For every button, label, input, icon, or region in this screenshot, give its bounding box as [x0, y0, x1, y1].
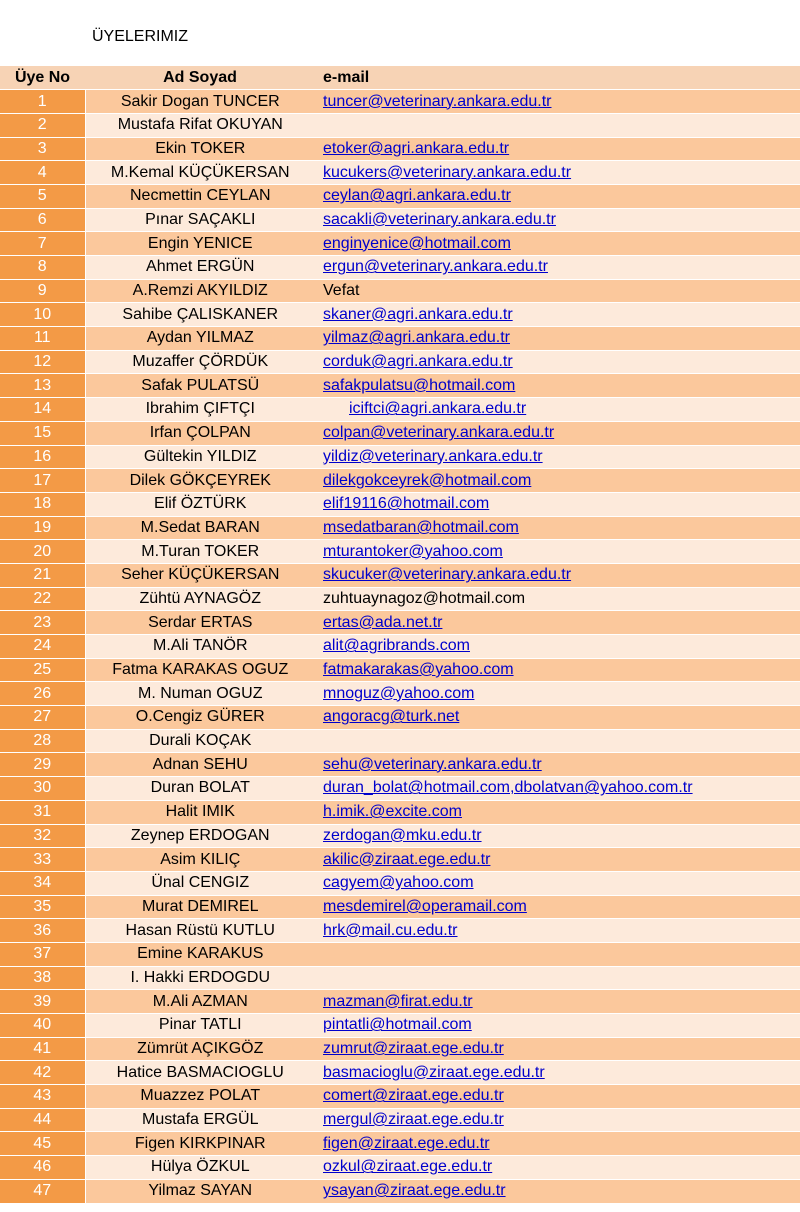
- members-table: [0, 66, 800, 1204]
- table-body: [0, 90, 800, 1203]
- table-row: [0, 540, 800, 564]
- member-no-cell: 39: [0, 990, 85, 1014]
- email-link[interactable]: colpan@veterinary.ankara.edu.tr: [323, 424, 555, 442]
- table-row: [0, 824, 800, 848]
- member-no-cell: 46: [0, 1156, 85, 1180]
- member-no-cell: 15: [0, 421, 85, 445]
- member-name-cell: M.Ali AZMAN: [85, 990, 315, 1014]
- member-no-cell: 4: [0, 161, 85, 185]
- table-row: [0, 848, 800, 872]
- email-link[interactable]: hrk@mail.cu.edu.tr: [323, 921, 458, 939]
- email-link[interactable]: akilic@ziraat.ege.edu.tr: [323, 850, 491, 868]
- email-link[interactable]: msedatbaran@hotmail.com: [323, 518, 519, 536]
- email-cell: [315, 161, 800, 185]
- email-link[interactable]: ceylan@agri.ankara.edu.tr: [323, 187, 511, 205]
- email-link[interactable]: skaner@agri.ankara.edu.tr: [323, 305, 513, 323]
- member-name-cell: M.Sedat BARAN: [85, 516, 315, 540]
- member-no-cell: 44: [0, 1108, 85, 1132]
- member-no-cell: 5: [0, 184, 85, 208]
- member-name-cell: Emine KARAKUS: [85, 942, 315, 966]
- member-name-cell: Mustafa ERGÜL: [85, 1108, 315, 1132]
- email-cell: [315, 966, 800, 990]
- email-link[interactable]: comert@ziraat.ege.edu.tr: [323, 1087, 504, 1105]
- email-link[interactable]: safakpulatsu@hotmail.com: [323, 376, 516, 394]
- email-link[interactable]: tuncer@veterinary.ankara.edu.tr: [323, 92, 552, 110]
- member-no-cell: 23: [0, 611, 85, 635]
- member-no-cell: 30: [0, 777, 85, 801]
- email-cell: [315, 1085, 800, 1109]
- member-name-cell: Mustafa Rifat OKUYAN: [85, 113, 315, 137]
- member-name-cell: M.Ali TANÖR: [85, 635, 315, 659]
- member-name-cell: Pınar SAÇAKLI: [85, 208, 315, 232]
- member-name-cell: Hasan Rüstü KUTLU: [85, 919, 315, 943]
- member-no-cell: 31: [0, 800, 85, 824]
- table-row: [0, 587, 800, 611]
- email-link[interactable]: corduk@agri.ankara.edu.tr: [323, 353, 513, 371]
- email-link[interactable]: sehu@veterinary.ankara.edu.tr: [323, 755, 542, 773]
- email-cell: [315, 327, 800, 351]
- member-name-cell: Fatma KARAKAS OGUZ: [85, 658, 315, 682]
- email-link[interactable]: angoracg@turk.net: [323, 708, 460, 726]
- table-row: [0, 469, 800, 493]
- member-no-cell: 12: [0, 350, 85, 374]
- email-link[interactable]: mnoguz@yahoo.com: [323, 684, 475, 702]
- member-name-cell: Zeynep ERDOGAN: [85, 824, 315, 848]
- email-link[interactable]: duran_bolat@hotmail.com,dbolatvan@yahoo.com.tr: [323, 779, 693, 797]
- member-name-cell: Durali KOÇAK: [85, 729, 315, 753]
- email-cell: [315, 753, 800, 777]
- email-cell: [315, 516, 800, 540]
- table-row: [0, 1085, 800, 1109]
- table-row: [0, 942, 800, 966]
- member-name-cell: Murat DEMIREL: [85, 895, 315, 919]
- email-cell: [315, 1108, 800, 1132]
- member-no-cell: 21: [0, 563, 85, 587]
- member-no-cell: 40: [0, 1014, 85, 1038]
- email-text: Vefat: [323, 282, 360, 300]
- table-row: [0, 1132, 800, 1156]
- table-row: [0, 1037, 800, 1061]
- email-link[interactable]: h.imik.@excite.com: [323, 803, 462, 821]
- header-name: Ad Soyad: [85, 66, 315, 90]
- email-cell: [315, 445, 800, 469]
- email-cell: [315, 824, 800, 848]
- email-link[interactable]: mazman@firat.edu.tr: [323, 992, 473, 1010]
- member-name-cell: M.Turan TOKER: [85, 540, 315, 564]
- email-link[interactable]: iciftci@agri.ankara.edu.tr: [349, 400, 527, 418]
- member-name-cell: Necmettin CEYLAN: [85, 184, 315, 208]
- email-cell: [315, 800, 800, 824]
- email-link[interactable]: etoker@agri.ankara.edu.tr: [323, 139, 510, 157]
- email-cell: [315, 398, 800, 422]
- member-no-cell: 2: [0, 113, 85, 137]
- table-row: [0, 232, 800, 256]
- email-cell: [315, 1061, 800, 1085]
- email-cell: [315, 848, 800, 872]
- table-row: [0, 256, 800, 280]
- member-no-cell: 47: [0, 1179, 85, 1203]
- email-cell: [315, 942, 800, 966]
- member-no-cell: 14: [0, 398, 85, 422]
- member-name-cell: Elif ÖZTÜRK: [85, 492, 315, 516]
- table-row: [0, 706, 800, 730]
- member-no-cell: 7: [0, 232, 85, 256]
- email-cell: [315, 469, 800, 493]
- member-name-cell: Aydan YILMAZ: [85, 327, 315, 351]
- member-name-cell: Ekin TOKER: [85, 137, 315, 161]
- email-link[interactable]: kucukers@veterinary.ankara.edu.tr: [323, 163, 572, 181]
- email-cell: [315, 990, 800, 1014]
- email-link[interactable]: pintatli@hotmail.com: [323, 1016, 472, 1034]
- header-email: e-mail: [315, 66, 800, 90]
- email-text: zuhtuaynagoz@hotmail.com: [323, 589, 526, 607]
- header-member-no: Üye No: [0, 66, 85, 90]
- email-cell: [315, 303, 800, 327]
- email-cell: [315, 729, 800, 753]
- member-no-cell: 33: [0, 848, 85, 872]
- table-row: [0, 516, 800, 540]
- email-cell: [315, 137, 800, 161]
- table-row: [0, 611, 800, 635]
- table-row: [0, 800, 800, 824]
- email-link[interactable]: zumrut@ziraat.ege.edu.tr: [323, 1040, 504, 1058]
- email-link[interactable]: zerdogan@mku.edu.tr: [323, 826, 482, 844]
- member-name-cell: Ibrahim ÇIFTÇI: [85, 398, 315, 422]
- email-cell: [315, 1156, 800, 1180]
- email-cell: [315, 706, 800, 730]
- member-name-cell: A.Remzi AKYILDIZ: [85, 279, 315, 303]
- table-row: [0, 90, 800, 114]
- email-cell: [315, 587, 800, 611]
- member-name-cell: Ahmet ERGÜN: [85, 256, 315, 280]
- email-cell: [315, 1037, 800, 1061]
- table-row: [0, 729, 800, 753]
- member-no-cell: 37: [0, 942, 85, 966]
- table-row: [0, 777, 800, 801]
- member-no-cell: 29: [0, 753, 85, 777]
- member-no-cell: 32: [0, 824, 85, 848]
- email-cell: [315, 563, 800, 587]
- email-cell: [315, 682, 800, 706]
- page-title: ÜYELERIMIZ: [92, 28, 189, 45]
- member-name-cell: Sahibe ÇALISKANER: [85, 303, 315, 327]
- email-link[interactable]: enginyenice@hotmail.com: [323, 234, 511, 252]
- member-name-cell: Hatice BASMACIOGLU: [85, 1061, 315, 1085]
- email-cell: [315, 1132, 800, 1156]
- email-cell: [315, 184, 800, 208]
- member-name-cell: Hülya ÖZKUL: [85, 1156, 315, 1180]
- member-no-cell: 41: [0, 1037, 85, 1061]
- member-name-cell: Zümrüt AÇIKGÖZ: [85, 1037, 315, 1061]
- member-no-cell: 27: [0, 706, 85, 730]
- email-link[interactable]: cagyem@yahoo.com: [323, 874, 474, 892]
- member-no-cell: 24: [0, 635, 85, 659]
- member-name-cell: Adnan SEHU: [85, 753, 315, 777]
- member-name-cell: Muzaffer ÇÖRDÜK: [85, 350, 315, 374]
- member-no-cell: 19: [0, 516, 85, 540]
- email-link[interactable]: ysayan@ziraat.ege.edu.tr: [323, 1182, 506, 1200]
- email-cell: [315, 611, 800, 635]
- member-no-cell: 35: [0, 895, 85, 919]
- member-name-cell: Safak PULATSÜ: [85, 374, 315, 398]
- email-cell: [315, 919, 800, 943]
- email-cell: [315, 90, 800, 114]
- email-cell: [315, 421, 800, 445]
- email-cell: [315, 256, 800, 280]
- table-row: [0, 753, 800, 777]
- member-no-cell: 6: [0, 208, 85, 232]
- table-row: [0, 563, 800, 587]
- email-cell: [315, 208, 800, 232]
- email-cell: [315, 350, 800, 374]
- table-header-row: [0, 66, 800, 90]
- member-name-cell: Pinar TATLI: [85, 1014, 315, 1038]
- member-no-cell: 28: [0, 729, 85, 753]
- member-name-cell: Yilmaz SAYAN: [85, 1179, 315, 1203]
- email-link[interactable]: ozkul@ziraat.ege.edu.tr: [323, 1158, 493, 1176]
- member-no-cell: 38: [0, 966, 85, 990]
- table-row: [0, 1108, 800, 1132]
- email-link[interactable]: mergul@ziraat.ege.edu.tr: [323, 1111, 504, 1129]
- member-no-cell: 22: [0, 587, 85, 611]
- member-no-cell: 13: [0, 374, 85, 398]
- table-row: [0, 492, 800, 516]
- email-link[interactable]: basmacioglu@ziraat.ege.edu.tr: [323, 1063, 545, 1081]
- table-row: [0, 184, 800, 208]
- email-link[interactable]: dilekgokceyrek@hotmail.com: [323, 471, 532, 489]
- table-row: [0, 682, 800, 706]
- table-row: [0, 303, 800, 327]
- member-name-cell: Serdar ERTAS: [85, 611, 315, 635]
- email-cell: [315, 777, 800, 801]
- member-name-cell: O.Cengiz GÜRER: [85, 706, 315, 730]
- member-name-cell: Muazzez POLAT: [85, 1085, 315, 1109]
- table-row: [0, 895, 800, 919]
- table-row: [0, 635, 800, 659]
- member-no-cell: 10: [0, 303, 85, 327]
- email-cell: [315, 658, 800, 682]
- member-name-cell: M. Numan OGUZ: [85, 682, 315, 706]
- member-no-cell: 36: [0, 919, 85, 943]
- member-name-cell: Duran BOLAT: [85, 777, 315, 801]
- email-cell: [315, 113, 800, 137]
- email-cell: [315, 635, 800, 659]
- table-row: [0, 137, 800, 161]
- member-name-cell: Irfan ÇOLPAN: [85, 421, 315, 445]
- member-name-cell: Asim KILIÇ: [85, 848, 315, 872]
- member-no-cell: 9: [0, 279, 85, 303]
- email-cell: [315, 540, 800, 564]
- table-row: [0, 1156, 800, 1180]
- member-no-cell: 18: [0, 492, 85, 516]
- member-no-cell: 34: [0, 871, 85, 895]
- table-row: [0, 374, 800, 398]
- member-name-cell: Figen KIRKPINAR: [85, 1132, 315, 1156]
- email-cell: [315, 895, 800, 919]
- table-row: [0, 1014, 800, 1038]
- table-row: [0, 113, 800, 137]
- member-no-cell: 11: [0, 327, 85, 351]
- table-row: [0, 327, 800, 351]
- member-no-cell: 16: [0, 445, 85, 469]
- email-cell: [315, 871, 800, 895]
- member-name-cell: Engin YENICE: [85, 232, 315, 256]
- member-name-cell: Gültekin YILDIZ: [85, 445, 315, 469]
- table-row: [0, 421, 800, 445]
- email-cell: [315, 492, 800, 516]
- member-name-cell: Seher KÜÇÜKERSAN: [85, 563, 315, 587]
- table-row: [0, 1061, 800, 1085]
- table-row: [0, 398, 800, 422]
- member-no-cell: 3: [0, 137, 85, 161]
- email-cell: [315, 232, 800, 256]
- email-link[interactable]: ertas@ada.net.tr: [323, 613, 443, 631]
- member-no-cell: 20: [0, 540, 85, 564]
- table-row: [0, 208, 800, 232]
- email-cell: [315, 279, 800, 303]
- email-cell: [315, 374, 800, 398]
- member-no-cell: 45: [0, 1132, 85, 1156]
- table-row: [0, 919, 800, 943]
- email-link[interactable]: yilmaz@agri.ankara.edu.tr: [323, 329, 510, 347]
- member-no-cell: 17: [0, 469, 85, 493]
- email-link[interactable]: fatmakarakas@yahoo.com: [323, 661, 514, 679]
- table-row: [0, 445, 800, 469]
- email-link[interactable]: elif19116@hotmail.com: [323, 495, 490, 513]
- member-no-cell: 25: [0, 658, 85, 682]
- member-name-cell: Zühtü AYNAGÖZ: [85, 587, 315, 611]
- email-link[interactable]: yildiz@veterinary.ankara.edu.tr: [323, 447, 543, 465]
- table-row: [0, 966, 800, 990]
- member-no-cell: 42: [0, 1061, 85, 1085]
- member-name-cell: I. Hakki ERDOGDU: [85, 966, 315, 990]
- email-cell: [315, 1179, 800, 1203]
- table-row: [0, 1179, 800, 1203]
- member-name-cell: Dilek GÖKÇEYREK: [85, 469, 315, 493]
- member-name-cell: Halit IMIK: [85, 800, 315, 824]
- email-link[interactable]: sacakli@veterinary.ankara.edu.tr: [323, 210, 556, 228]
- email-link[interactable]: figen@ziraat.ege.edu.tr: [323, 1134, 490, 1152]
- member-no-cell: 8: [0, 256, 85, 280]
- email-link[interactable]: mturantoker@yahoo.com: [323, 542, 503, 560]
- email-link[interactable]: skucuker@veterinary.ankara.edu.tr: [323, 566, 572, 584]
- member-no-cell: 43: [0, 1085, 85, 1109]
- member-name-cell: M.Kemal KÜÇÜKERSAN: [85, 161, 315, 185]
- table-row: [0, 658, 800, 682]
- member-no-cell: 1: [0, 90, 85, 114]
- email-link[interactable]: mesdemirel@operamail.com: [323, 897, 527, 915]
- table-row: [0, 279, 800, 303]
- table-row: [0, 871, 800, 895]
- table-row: [0, 990, 800, 1014]
- member-no-cell: 26: [0, 682, 85, 706]
- member-name-cell: Sakir Dogan TUNCER: [85, 90, 315, 114]
- table-row: [0, 161, 800, 185]
- email-cell: [315, 1014, 800, 1038]
- member-name-cell: Ünal CENGIZ: [85, 871, 315, 895]
- email-link[interactable]: alit@agribrands.com: [323, 637, 470, 655]
- table-row: [0, 350, 800, 374]
- email-link[interactable]: ergun@veterinary.ankara.edu.tr: [323, 258, 548, 276]
